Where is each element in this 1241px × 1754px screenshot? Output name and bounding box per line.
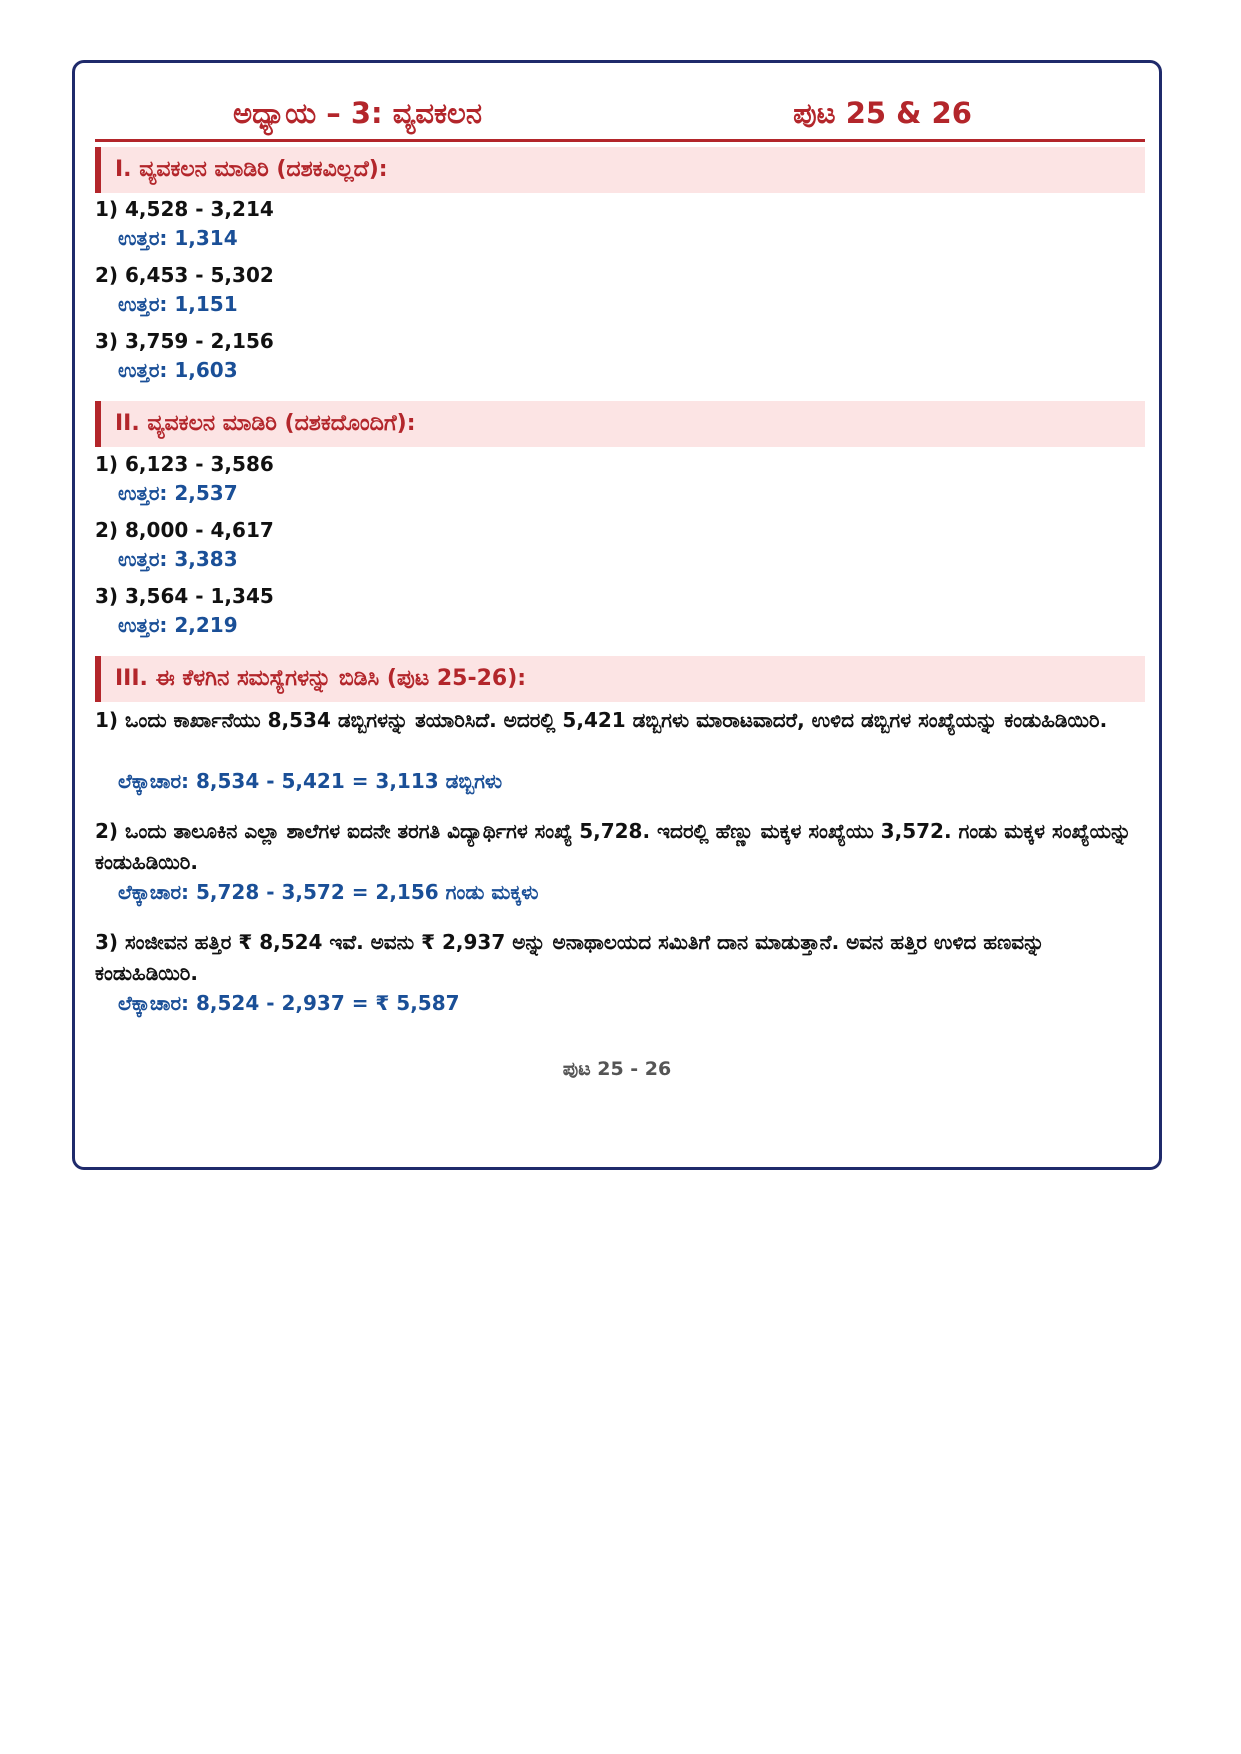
worksheet-card xyxy=(72,60,1162,1170)
word-problem-2: 2) ಒಂದು ತಾಲೂಕಿನ ಎಲ್ಲಾ ಶಾಲೆಗಳ ಐದನೇ ತರಗತಿ ವಿದ್ಯಾರ್ಥಿಗಳ ಸಂಖ್ಯೆ 5,728. ಇದರಲ್ಲಿ ಹೆಣ್ಣು ಮಕ್ಕಳ ಸಂಖ್ಯೆಯು 3,572. ಗಂಡು ಮಕ್ಕಳ ಸಂಖ್ಯೆಯನ್ನು ಕಂಡುಹಿಡಿಯಿರಿ. xyxy=(95,819,1132,874)
question-2-2: 2) 8,000 - 4,617 xyxy=(95,518,274,542)
question-1-3: 3) 3,759 - 2,156 xyxy=(95,329,274,353)
word-problem-3: 3) ಸಂಜೀವನ ಹತ್ತಿರ ₹ 8,524 ಇವೆ. ಅವನು ₹ 2,937 ಅನ್ನು ಅನಾಥಾಲಯದ ಸಮಿತಿಗೆ ದಾನ ಮಾಡುತ್ತಾನೆ. ಅವನ ಹತ್ತಿರ ಉಳಿದ ಹಣವನ್ನು ಕಂಡುಹಿಡಿಯಿರಿ. xyxy=(95,930,1045,985)
question-1-1: 1) 4,528 - 3,214 xyxy=(95,197,274,221)
calculation-3: ಲೆಕ್ಕಾಚಾರ: 8,524 - 2,937 = ₹ 5,587 xyxy=(118,991,460,1015)
answer-1-3: ಉತ್ತರ: 1,603 xyxy=(118,358,238,382)
answer-2-2: ಉತ್ತರ: 3,383 xyxy=(118,547,238,571)
calculation-2: ಲೆಕ್ಕಾಚಾರ: 5,728 - 3,572 = 2,156 ಗಂಡು ಮಕ್ಕಳು xyxy=(118,880,539,904)
answer-1-1: ಉತ್ತರ: 1,314 xyxy=(118,226,238,250)
page-header xyxy=(95,83,1145,142)
section-heading-3: III. ಈ ಕೆಳಗಿನ ಸಮಸ್ಯೆಗಳನ್ನು ಬಿಡಿಸಿ (ಪುಟ 25-26): xyxy=(95,656,1145,702)
section-heading-2: II. ವ್ಯವಕಲನ ಮಾಡಿರಿ (ದಶಕದೊಂದಿಗೆ): xyxy=(95,401,1145,447)
word-problem-1: 1) ಒಂದು ಕಾರ್ಖಾನೆಯು 8,534 ಡಬ್ಬಿಗಳನ್ನು ತಯಾರಿಸಿದೆ. ಅದರಲ್ಲಿ 5,421 ಡಬ್ಬಿಗಳು ಮಾರಾಟವಾದರೆ, ಉಳಿದ ಡಬ್ಬಿಗಳ ಸಂಖ್ಯೆಯನ್ನು ಕಂಡುಹಿಡಿಯಿರಿ. xyxy=(95,708,1108,732)
calculation-1: ಲೆಕ್ಕಾಚಾರ: 8,534 - 5,421 = 3,113 ಡಬ್ಬಿಗಳು xyxy=(118,769,503,793)
chapter-title: ಅಧ್ಯಾಯ – 3: ವ್ಯವಕಲನ xyxy=(233,96,482,130)
answer-2-1: ಉತ್ತರ: 2,537 xyxy=(118,481,238,505)
answer-2-3: ಉತ್ತರ: 2,219 xyxy=(118,613,238,637)
page-reference: ಪುಟ 25 & 26 xyxy=(793,96,972,130)
question-2-1: 1) 6,123 - 3,586 xyxy=(95,452,274,476)
question-2-3: 3) 3,564 - 1,345 xyxy=(95,584,274,608)
page-footer: ಪುಟ 25 - 26 xyxy=(562,1058,672,1080)
answer-1-2: ಉತ್ತರ: 1,151 xyxy=(118,292,238,316)
question-1-2: 2) 6,453 - 5,302 xyxy=(95,263,274,287)
section-heading-1: I. ವ್ಯವಕಲನ ಮಾಡಿರಿ (ದಶಕವಿಲ್ಲದೆ): xyxy=(95,147,1145,193)
